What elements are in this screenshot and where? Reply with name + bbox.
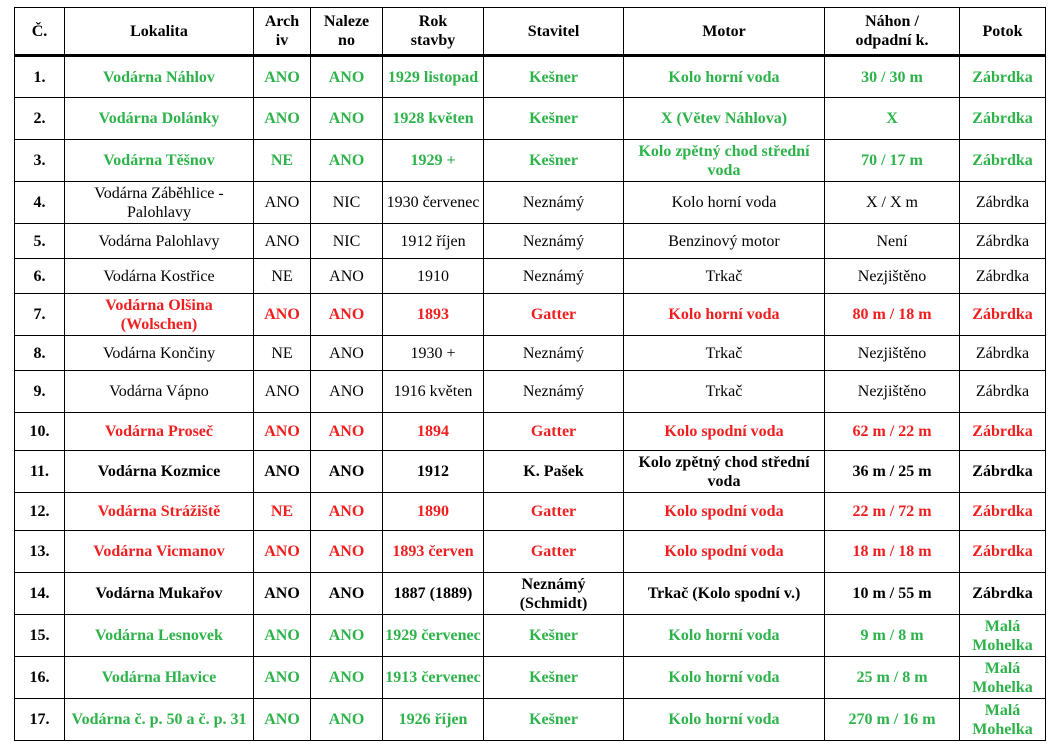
archive-cell: ANO: [254, 699, 311, 741]
stream-cell: Malá Mohelka: [960, 615, 1046, 657]
location-cell: Vodárna č. p. 50 a č. p. 31: [65, 699, 254, 741]
builder-cell: Gatter: [484, 413, 624, 451]
motor-cell: Kolo horní voda: [624, 56, 825, 98]
archive-cell: ANO: [254, 98, 311, 140]
motor-cell: X (Větev Náhlova): [624, 98, 825, 140]
found-cell: ANO: [311, 699, 383, 741]
row-number-cell: 5.: [15, 224, 65, 259]
build-year-cell: 1893 červen: [383, 531, 484, 573]
builder-cell: K. Pašek: [484, 451, 624, 493]
table-row: [15, 224, 1046, 259]
row-number-cell: 6.: [15, 259, 65, 294]
build-year-cell: 1912 říjen: [383, 224, 484, 259]
build-year-cell: 1930 +: [383, 336, 484, 371]
motor-cell: Kolo horní voda: [624, 657, 825, 699]
race-tail-cell: 80 m / 18 m: [825, 294, 960, 336]
motor-cell: Kolo horní voda: [624, 182, 825, 224]
build-year-cell: 1929 listopad: [383, 56, 484, 98]
archive-cell: ANO: [254, 294, 311, 336]
found-cell: ANO: [311, 98, 383, 140]
found-cell: ANO: [311, 413, 383, 451]
header-row: [15, 8, 1046, 56]
header-cell: Potok: [960, 8, 1046, 56]
race-tail-cell: 22 m / 72 m: [825, 493, 960, 531]
row-number-cell: 1.: [15, 56, 65, 98]
stream-cell: Zábrdka: [960, 573, 1046, 615]
build-year-cell: 1916 květen: [383, 371, 484, 413]
race-tail-cell: X / X m: [825, 182, 960, 224]
motor-cell: Kolo spodní voda: [624, 493, 825, 531]
build-year-cell: 1913 červenec: [383, 657, 484, 699]
motor-cell: Trkač (Kolo spodní v.): [624, 573, 825, 615]
table-row: [15, 182, 1046, 224]
location-cell: Vodárna Kozmice: [65, 451, 254, 493]
stream-cell: Zábrdka: [960, 294, 1046, 336]
builder-cell: Neznámý: [484, 336, 624, 371]
race-tail-cell: 10 m / 55 m: [825, 573, 960, 615]
location-cell: Vodárna Strážiště: [65, 493, 254, 531]
race-tail-cell: 18 m / 18 m: [825, 531, 960, 573]
row-number-cell: 14.: [15, 573, 65, 615]
motor-cell: Kolo horní voda: [624, 615, 825, 657]
table-row: [15, 140, 1046, 182]
motor-cell: Kolo spodní voda: [624, 413, 825, 451]
stream-cell: Zábrdka: [960, 493, 1046, 531]
row-number-cell: 13.: [15, 531, 65, 573]
found-cell: ANO: [311, 657, 383, 699]
stream-cell: Zábrdka: [960, 451, 1046, 493]
location-cell: Vodárna Kostřice: [65, 259, 254, 294]
builder-cell: Kešner: [484, 699, 624, 741]
water-station-table: [14, 7, 1046, 741]
race-tail-cell: 9 m / 8 m: [825, 615, 960, 657]
archive-cell: ANO: [254, 413, 311, 451]
builder-cell: Kešner: [484, 615, 624, 657]
build-year-cell: 1929 červenec: [383, 615, 484, 657]
race-tail-cell: X: [825, 98, 960, 140]
stream-cell: Malá Mohelka: [960, 699, 1046, 741]
row-number-cell: 15.: [15, 615, 65, 657]
table-row: [15, 657, 1046, 699]
builder-cell: Kešner: [484, 56, 624, 98]
row-number-cell: 12.: [15, 493, 65, 531]
table-row: [15, 531, 1046, 573]
build-year-cell: 1929 +: [383, 140, 484, 182]
row-number-cell: 2.: [15, 98, 65, 140]
row-number-cell: 3.: [15, 140, 65, 182]
builder-cell: Neznámý (Schmidt): [484, 573, 624, 615]
table-row: [15, 699, 1046, 741]
build-year-cell: 1887 (1889): [383, 573, 484, 615]
archive-cell: NE: [254, 493, 311, 531]
header-cell: Stavitel: [484, 8, 624, 56]
stream-cell: Zábrdka: [960, 259, 1046, 294]
motor-cell: Benzinový motor: [624, 224, 825, 259]
archive-cell: ANO: [254, 224, 311, 259]
table-row: [15, 451, 1046, 493]
build-year-cell: 1926 říjen: [383, 699, 484, 741]
builder-cell: Neznámý: [484, 371, 624, 413]
table-row: [15, 615, 1046, 657]
motor-cell: Kolo horní voda: [624, 294, 825, 336]
archive-cell: ANO: [254, 371, 311, 413]
header-cell: Náhon / odpadní k.: [825, 8, 960, 56]
found-cell: ANO: [311, 371, 383, 413]
row-number-cell: 9.: [15, 371, 65, 413]
table-row: [15, 336, 1046, 371]
found-cell: ANO: [311, 140, 383, 182]
found-cell: ANO: [311, 336, 383, 371]
builder-cell: Gatter: [484, 493, 624, 531]
location-cell: Vodárna Dolánky: [65, 98, 254, 140]
location-cell: Vodárna Vicmanov: [65, 531, 254, 573]
found-cell: ANO: [311, 493, 383, 531]
table-row: [15, 259, 1046, 294]
build-year-cell: 1930 červenec: [383, 182, 484, 224]
row-number-cell: 4.: [15, 182, 65, 224]
found-cell: ANO: [311, 615, 383, 657]
found-cell: NIC: [311, 182, 383, 224]
stream-cell: Zábrdka: [960, 98, 1046, 140]
table-row: [15, 294, 1046, 336]
builder-cell: Kešner: [484, 140, 624, 182]
build-year-cell: 1910: [383, 259, 484, 294]
table-row: [15, 493, 1046, 531]
row-number-cell: 11.: [15, 451, 65, 493]
header-cell: Naleze no: [311, 8, 383, 56]
build-year-cell: 1893: [383, 294, 484, 336]
race-tail-cell: Nezjištěno: [825, 336, 960, 371]
builder-cell: Kešner: [484, 657, 624, 699]
found-cell: NIC: [311, 224, 383, 259]
archive-cell: NE: [254, 259, 311, 294]
location-cell: Vodárna Končiny: [65, 336, 254, 371]
table-row: [15, 56, 1046, 98]
location-cell: Vodárna Hlavice: [65, 657, 254, 699]
motor-cell: Trkač: [624, 371, 825, 413]
race-tail-cell: Nezjištěno: [825, 259, 960, 294]
header-cell: Lokalita: [65, 8, 254, 56]
stream-cell: Zábrdka: [960, 371, 1046, 413]
build-year-cell: 1890: [383, 493, 484, 531]
archive-cell: ANO: [254, 573, 311, 615]
race-tail-cell: 36 m / 25 m: [825, 451, 960, 493]
row-number-cell: 17.: [15, 699, 65, 741]
builder-cell: Gatter: [484, 294, 624, 336]
build-year-cell: 1894: [383, 413, 484, 451]
row-number-cell: 16.: [15, 657, 65, 699]
archive-cell: NE: [254, 140, 311, 182]
location-cell: Vodárna Náhlov: [65, 56, 254, 98]
race-tail-cell: 270 m / 16 m: [825, 699, 960, 741]
found-cell: ANO: [311, 56, 383, 98]
row-number-cell: 7.: [15, 294, 65, 336]
location-cell: Vodárna Proseč: [65, 413, 254, 451]
race-tail-cell: Není: [825, 224, 960, 259]
header-cell: Rok stavby: [383, 8, 484, 56]
location-cell: Vodárna Palohlavy: [65, 224, 254, 259]
race-tail-cell: 30 / 30 m: [825, 56, 960, 98]
location-cell: Vodárna Lesnovek: [65, 615, 254, 657]
location-cell: Vodárna Vápno: [65, 371, 254, 413]
table-row: [15, 98, 1046, 140]
builder-cell: Neznámý: [484, 259, 624, 294]
stream-cell: Zábrdka: [960, 336, 1046, 371]
stream-cell: Zábrdka: [960, 140, 1046, 182]
build-year-cell: 1928 květen: [383, 98, 484, 140]
builder-cell: Neznámý: [484, 182, 624, 224]
archive-cell: ANO: [254, 531, 311, 573]
found-cell: ANO: [311, 259, 383, 294]
motor-cell: Kolo zpětný chod střední voda: [624, 451, 825, 493]
found-cell: ANO: [311, 451, 383, 493]
archive-cell: NE: [254, 336, 311, 371]
location-cell: Vodárna Olšina (Wolschen): [65, 294, 254, 336]
archive-cell: ANO: [254, 182, 311, 224]
found-cell: ANO: [311, 531, 383, 573]
race-tail-cell: 70 / 17 m: [825, 140, 960, 182]
race-tail-cell: 25 m / 8 m: [825, 657, 960, 699]
location-cell: Vodárna Mukařov: [65, 573, 254, 615]
motor-cell: Kolo zpětný chod střední voda: [624, 140, 825, 182]
stream-cell: Zábrdka: [960, 413, 1046, 451]
table-row: [15, 413, 1046, 451]
race-tail-cell: 62 m / 22 m: [825, 413, 960, 451]
stream-cell: Zábrdka: [960, 56, 1046, 98]
row-number-cell: 8.: [15, 336, 65, 371]
motor-cell: Kolo spodní voda: [624, 531, 825, 573]
table-row: [15, 371, 1046, 413]
build-year-cell: 1912: [383, 451, 484, 493]
stream-cell: Zábrdka: [960, 224, 1046, 259]
location-cell: Vodárna Těšnov: [65, 140, 254, 182]
header-cell: Motor: [624, 8, 825, 56]
stream-cell: Zábrdka: [960, 531, 1046, 573]
builder-cell: Neznámý: [484, 224, 624, 259]
row-number-cell: 10.: [15, 413, 65, 451]
table-row: [15, 573, 1046, 615]
found-cell: ANO: [311, 294, 383, 336]
found-cell: ANO: [311, 573, 383, 615]
motor-cell: Trkač: [624, 259, 825, 294]
stream-cell: Malá Mohelka: [960, 657, 1046, 699]
header-cell: Arch iv: [254, 8, 311, 56]
header-cell: Č.: [15, 8, 65, 56]
archive-cell: ANO: [254, 657, 311, 699]
stream-cell: Zábrdka: [960, 182, 1046, 224]
location-cell: Vodárna Záběhlice - Palohlavy: [65, 182, 254, 224]
builder-cell: Gatter: [484, 531, 624, 573]
archive-cell: ANO: [254, 451, 311, 493]
motor-cell: Trkač: [624, 336, 825, 371]
builder-cell: Kešner: [484, 98, 624, 140]
archive-cell: ANO: [254, 56, 311, 98]
archive-cell: ANO: [254, 615, 311, 657]
race-tail-cell: Nezjištěno: [825, 371, 960, 413]
motor-cell: Kolo horní voda: [624, 699, 825, 741]
